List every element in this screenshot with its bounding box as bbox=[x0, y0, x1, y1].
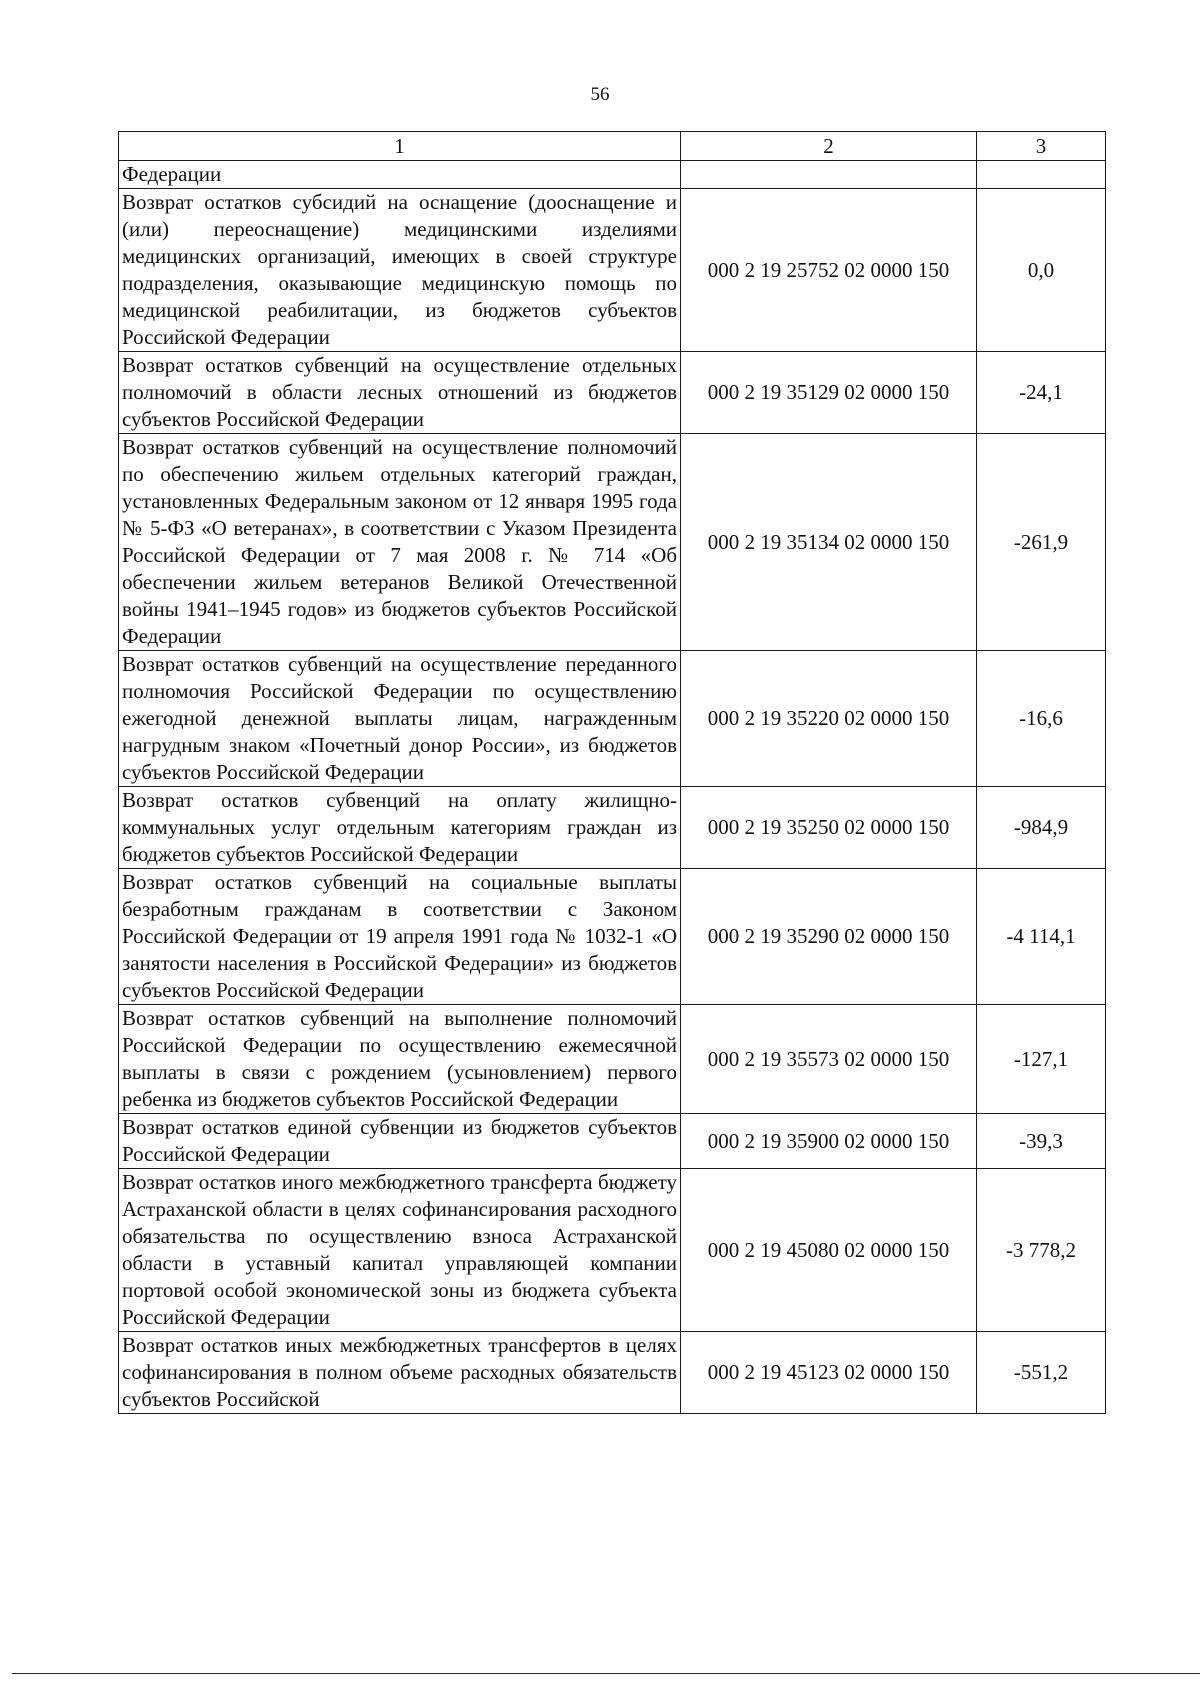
row-description: Возврат остатков иных межбюджетных трансфертов в целях софинансирования в полном объеме расходных обязательств субъектов Российской bbox=[119, 1332, 681, 1414]
table-row bbox=[119, 352, 1106, 434]
row-code: 000 2 19 25752 02 0000 150 bbox=[681, 189, 977, 352]
budget-table bbox=[118, 131, 1106, 1414]
table-row bbox=[119, 1005, 1106, 1114]
row-description: Возврат остатков субсидий на оснащение (дооснащение и (или) переоснащение) медицинскими изделиями медицинских организаций, имеющих в своей структуре подразделения, оказывающие медицинскую помощь по медицинской реабилитации, из бюджетов субъектов Российской Федерации bbox=[119, 189, 681, 352]
row-amount: -39,3 bbox=[977, 1114, 1106, 1169]
row-amount: -984,9 bbox=[977, 787, 1106, 869]
table-row bbox=[119, 1114, 1106, 1169]
row-amount: -24,1 bbox=[977, 352, 1106, 434]
row-description: Возврат остатков субвенций на осуществление переданного полномочия Российской Федерации по осуществлению ежегодной денежной выплаты лицам, награжденным нагрудным знаком «Почетный донор России», из бюджетов субъектов Российской Федерации bbox=[119, 651, 681, 787]
row-description: Возврат остатков субвенций на выполнение полномочий Российской Федерации по осуществлению ежемесячной выплаты в связи с рождением (усыновлением) первого ребенка из бюджетов субъектов Российской Федерации bbox=[119, 1005, 681, 1114]
row-amount bbox=[977, 161, 1106, 189]
row-code: 000 2 19 35573 02 0000 150 bbox=[681, 1005, 977, 1114]
row-amount: -16,6 bbox=[977, 651, 1106, 787]
column-header-2: 2 bbox=[681, 132, 977, 161]
table-row bbox=[119, 651, 1106, 787]
table-header-row bbox=[119, 132, 1106, 161]
row-amount: -3 778,2 bbox=[977, 1169, 1106, 1332]
row-description: Возврат остатков субвенций на осуществление полномочий по обеспечению жильем отдельных категорий граждан, установленных Федеральным законом от 12 января 1995 года № 5-ФЗ «О ветеранах», в соответствии с Указом Президента Российской Федерации от 7 мая 2008 г. № 714 «Об обеспечении жильем ветеранов Великой Отечественной войны 1941–1945 годов» из бюджетов субъектов Российской Федерации bbox=[119, 434, 681, 651]
row-code: 000 2 19 35900 02 0000 150 bbox=[681, 1114, 977, 1169]
column-header-3: 3 bbox=[977, 132, 1106, 161]
row-description: Возврат остатков единой субвенции из бюджетов субъектов Российской Федерации bbox=[119, 1114, 681, 1169]
page-bottom-rule bbox=[12, 1673, 1200, 1674]
row-description: Возврат остатков субвенций на социальные выплаты безработным гражданам в соответствии с Законом Российской Федерации от 19 апреля 1991 года № 1032-1 «О занятости населения в Российской Федерации» из бюджетов субъектов Российской Федерации bbox=[119, 869, 681, 1005]
row-amount: 0,0 bbox=[977, 189, 1106, 352]
row-amount: -4 114,1 bbox=[977, 869, 1106, 1005]
row-amount: -127,1 bbox=[977, 1005, 1106, 1114]
row-code: 000 2 19 35290 02 0000 150 bbox=[681, 869, 977, 1005]
row-description: Возврат остатков субвенций на оплату жилищно-коммунальных услуг отдельным категориям граждан из бюджетов субъектов Российской Федерации bbox=[119, 787, 681, 869]
row-amount: -261,9 bbox=[977, 434, 1106, 651]
row-description: Возврат остатков субвенций на осуществление отдельных полномочий в области лесных отношений из бюджетов субъектов Российской Федерации bbox=[119, 352, 681, 434]
table-row bbox=[119, 1169, 1106, 1332]
table-row bbox=[119, 189, 1106, 352]
column-header-1: 1 bbox=[119, 132, 681, 161]
page-number: 56 bbox=[590, 84, 610, 105]
table-row bbox=[119, 869, 1106, 1005]
table-row bbox=[119, 1332, 1106, 1414]
row-code: 000 2 19 35134 02 0000 150 bbox=[681, 434, 977, 651]
table-row bbox=[119, 434, 1106, 651]
row-code: 000 2 19 35129 02 0000 150 bbox=[681, 352, 977, 434]
row-description: Федерации bbox=[119, 161, 681, 189]
row-amount: -551,2 bbox=[977, 1332, 1106, 1414]
row-code bbox=[681, 161, 977, 189]
row-code: 000 2 19 35220 02 0000 150 bbox=[681, 651, 977, 787]
row-code: 000 2 19 45123 02 0000 150 bbox=[681, 1332, 977, 1414]
row-code: 000 2 19 45080 02 0000 150 bbox=[681, 1169, 977, 1332]
row-description: Возврат остатков иного межбюджетного трансферта бюджету Астраханской области в целях софинансирования расходного обязательства по осуществлению взноса Астраханской области в уставный капитал управляющей компании портовой особой экономической зоны из бюджета субъекта Российской Федерации bbox=[119, 1169, 681, 1332]
table-row bbox=[119, 161, 1106, 189]
row-code: 000 2 19 35250 02 0000 150 bbox=[681, 787, 977, 869]
table-row bbox=[119, 787, 1106, 869]
